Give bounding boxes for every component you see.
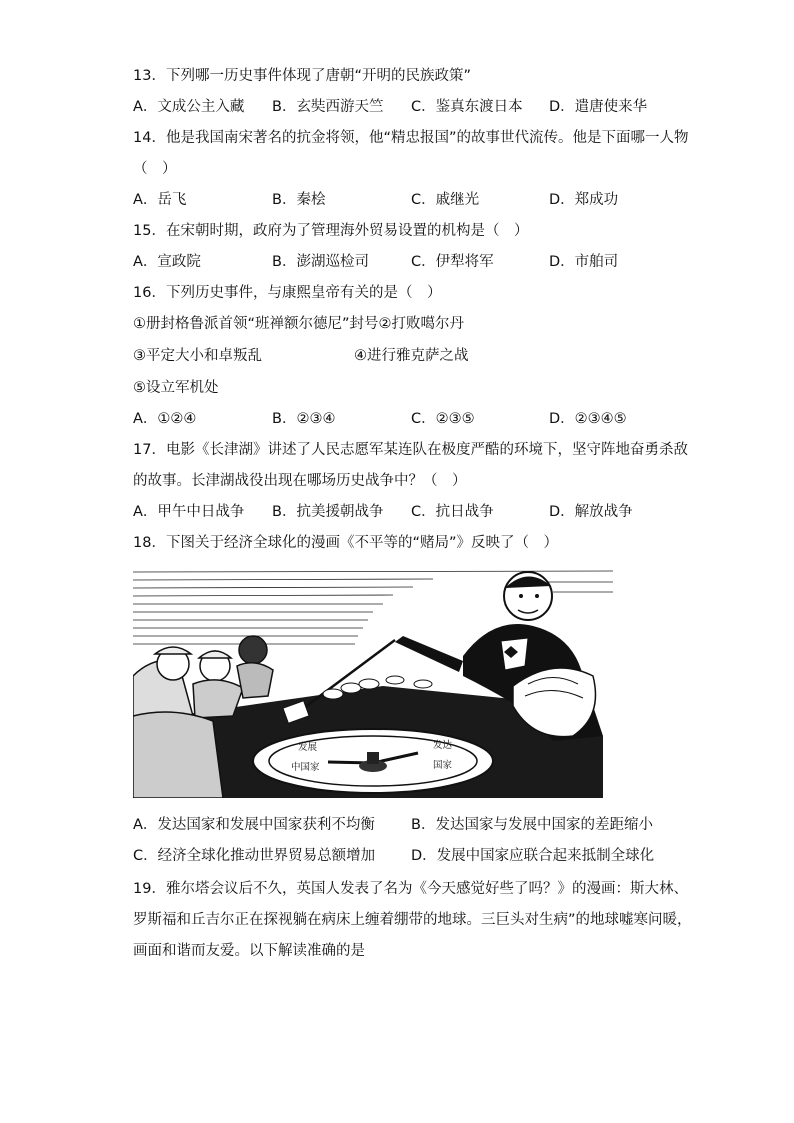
- q14-option-c[interactable]: C．戚继光: [411, 192, 480, 208]
- q16-item-5: ⑤设立军机处: [133, 380, 219, 396]
- roulette-wheel: [253, 729, 493, 793]
- q15-options: [133, 252, 673, 272]
- q16-option-d[interactable]: D．②③④⑤: [549, 411, 627, 427]
- q18-options-row-2: [133, 846, 673, 866]
- q17-stem: 17．电影《长津湖》讲述了人民志愿军某连队在极度严酷的环境下，坚守阵地奋勇杀敌: [133, 442, 688, 458]
- q18-stem: 18．下图关于经济全球化的漫画《不平等的“赌局”》反映了（ ）: [133, 535, 558, 551]
- q15-option-c[interactable]: C．伊犁将军: [411, 254, 494, 270]
- q13-option-c[interactable]: C．鉴真东渡日本: [411, 99, 523, 115]
- q14-option-d[interactable]: D．郑成功: [549, 192, 619, 208]
- q13-option-b[interactable]: B．玄奘西游天竺: [272, 99, 384, 115]
- q16-options: [133, 409, 673, 429]
- q14-options: [133, 190, 673, 210]
- q16-item-4: ④进行雅克萨之战: [354, 348, 469, 364]
- q15-option-b[interactable]: B．澎湖巡检司: [272, 254, 369, 270]
- label-developing-top: 发展: [298, 742, 318, 753]
- q14-option-a[interactable]: A．岳飞: [133, 192, 187, 208]
- q18-option-b[interactable]: B．发达国家与发展中国家的差距缩小: [411, 817, 653, 833]
- q17-option-d[interactable]: D．解放战争: [549, 504, 633, 520]
- q18-option-a[interactable]: A．发达国家和发展中国家获利不均衡: [133, 817, 375, 833]
- q18-option-d[interactable]: D．发展中国家应联合起来抵制全球化: [411, 848, 655, 864]
- q16-item-3: ③平定大小和卓叛乱: [133, 348, 262, 364]
- q15-stem: 15．在宋朝时期，政府为了管理海外贸易设置的机构是（ ）: [133, 223, 529, 239]
- q15-option-d[interactable]: D．市舶司: [549, 254, 619, 270]
- q17-option-a[interactable]: A．甲午中日战争: [133, 504, 245, 520]
- q14-stem-blank: （ ）: [133, 161, 177, 177]
- label-developed-bottom: 国家: [433, 760, 453, 771]
- q19-stem: 19．雅尔塔会议后不久，英国人发表了名为《今天感觉好些了吗？》的漫画：斯大林、: [133, 881, 688, 897]
- label-developing-bottom: 中国家: [291, 762, 320, 773]
- q13-options: [133, 97, 673, 117]
- q16-option-b[interactable]: B．②③④: [272, 411, 336, 427]
- q16-option-a[interactable]: A．①②④: [133, 411, 197, 427]
- q16-stem: 16．下列历史事件，与康熙皇帝有关的是（ ）: [133, 285, 442, 301]
- q13-stem: 13．下列哪一历史事件体现了唐朝“开明的民族政策”: [133, 68, 471, 84]
- label-developed-top: 发达: [433, 740, 453, 751]
- q19-stem-3: 画面和谐而友爱。以下解读准确的是: [133, 943, 365, 959]
- q17-options: [133, 502, 673, 522]
- q18-option-c[interactable]: C．经济全球化推动世界贸易总额增加: [133, 848, 376, 864]
- q13-option-d[interactable]: D．遣唐使来华: [549, 99, 648, 115]
- q14-option-b[interactable]: B．秦桧: [272, 192, 326, 208]
- q15-option-a[interactable]: A．宣政院: [133, 254, 201, 270]
- q13-option-a[interactable]: A．文成公主入藏: [133, 99, 245, 115]
- q17-option-c[interactable]: C．抗日战争: [411, 504, 494, 520]
- globalization-cartoon-image: [133, 566, 613, 798]
- q16-option-c[interactable]: C．②③⑤: [411, 411, 475, 427]
- q17-option-b[interactable]: B．抗美援朝战争: [272, 504, 384, 520]
- q16-item-1-2: ①册封格鲁派首领“班禅额尔德尼”封号②打败噶尔丹: [133, 316, 465, 332]
- q19-stem-2: 罗斯福和丘吉尔正在探视躺在病床上缠着绷带的地球。三巨头对生病”的地球嘘寒问暖，: [133, 912, 692, 928]
- q14-stem: 14．他是我国南宋著名的抗金将领，他“精忠报国”的故事世代流传。他是下面哪一人物: [133, 130, 689, 146]
- q18-options-row-1: [133, 815, 673, 835]
- q17-stem-2: 的故事。长津湖战役出现在哪场历史战争中？（ ）: [133, 473, 467, 489]
